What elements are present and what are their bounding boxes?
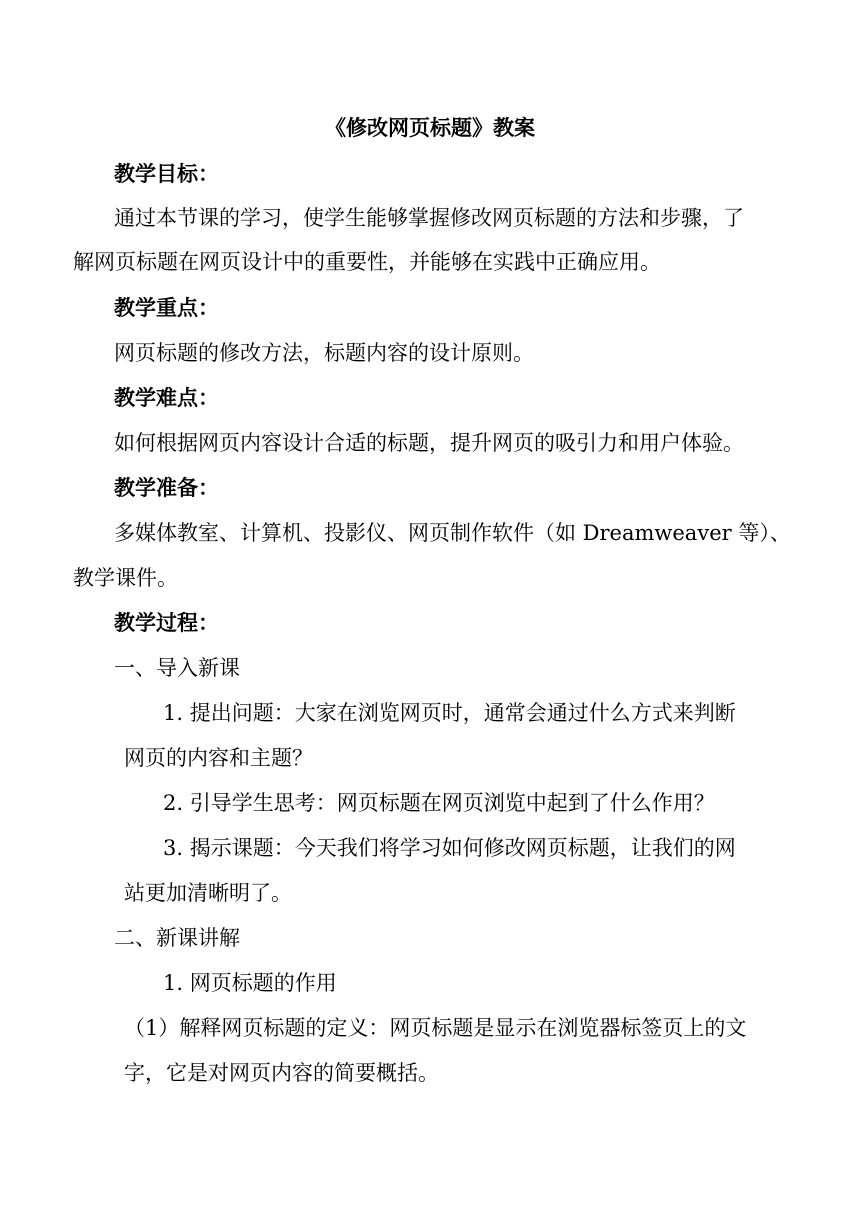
process-heading: 教学过程： (114, 610, 219, 635)
process-part2-sub1-line2: 字，它是对网页内容的简要概括。 (124, 1061, 439, 1085)
process-part1-item1-line2: 网页的内容和主题？ (124, 746, 313, 770)
process-part1-item1-line1: 1. 提出问题：大家在浏览网页时，通常会通过什么方式来判断 (163, 701, 736, 725)
process-part2-label: 二、新课讲解 (114, 926, 240, 950)
difficulties-heading: 教学难点： (114, 385, 219, 410)
process-part1-item3-line2: 站更加清晰明了。 (124, 881, 292, 905)
key-points-heading: 教学重点： (114, 295, 219, 320)
document-title: 《修改网页标题》教案 (325, 115, 535, 140)
process-part1-item3-line1: 3. 揭示课题：今天我们将学习如何修改网页标题，让我们的网 (163, 836, 736, 860)
process-part1-label: 一、导入新课 (114, 656, 240, 680)
objective-heading: 教学目标： (114, 161, 219, 186)
preparation-line-1: 多媒体教室、计算机、投影仪、网页制作软件（如 Dreamweaver 等）、 (114, 521, 791, 545)
preparation-heading: 教学准备： (114, 475, 219, 500)
process-part2-sub1-line1: （1）解释网页标题的定义：网页标题是显示在浏览器标签页上的文 (124, 1016, 747, 1040)
process-part2-item1: 1. 网页标题的作用 (163, 971, 337, 995)
difficulties-line-1: 如何根据网页内容设计合适的标题，提升网页的吸引力和用户体验。 (114, 431, 744, 455)
process-part1-item2-line1: 2. 引导学生思考：网页标题在网页浏览中起到了什么作用？ (163, 791, 715, 815)
objective-line-1: 通过本节课的学习，使学生能够掌握修改网页标题的方法和步骤，了 (114, 206, 744, 230)
preparation-line-2: 教学课件。 (73, 566, 178, 590)
objective-line-2: 解网页标题在网页设计中的重要性，并能够在实践中正确应用。 (73, 250, 661, 274)
key-points-line-1: 网页标题的修改方法，标题内容的设计原则。 (114, 341, 534, 365)
